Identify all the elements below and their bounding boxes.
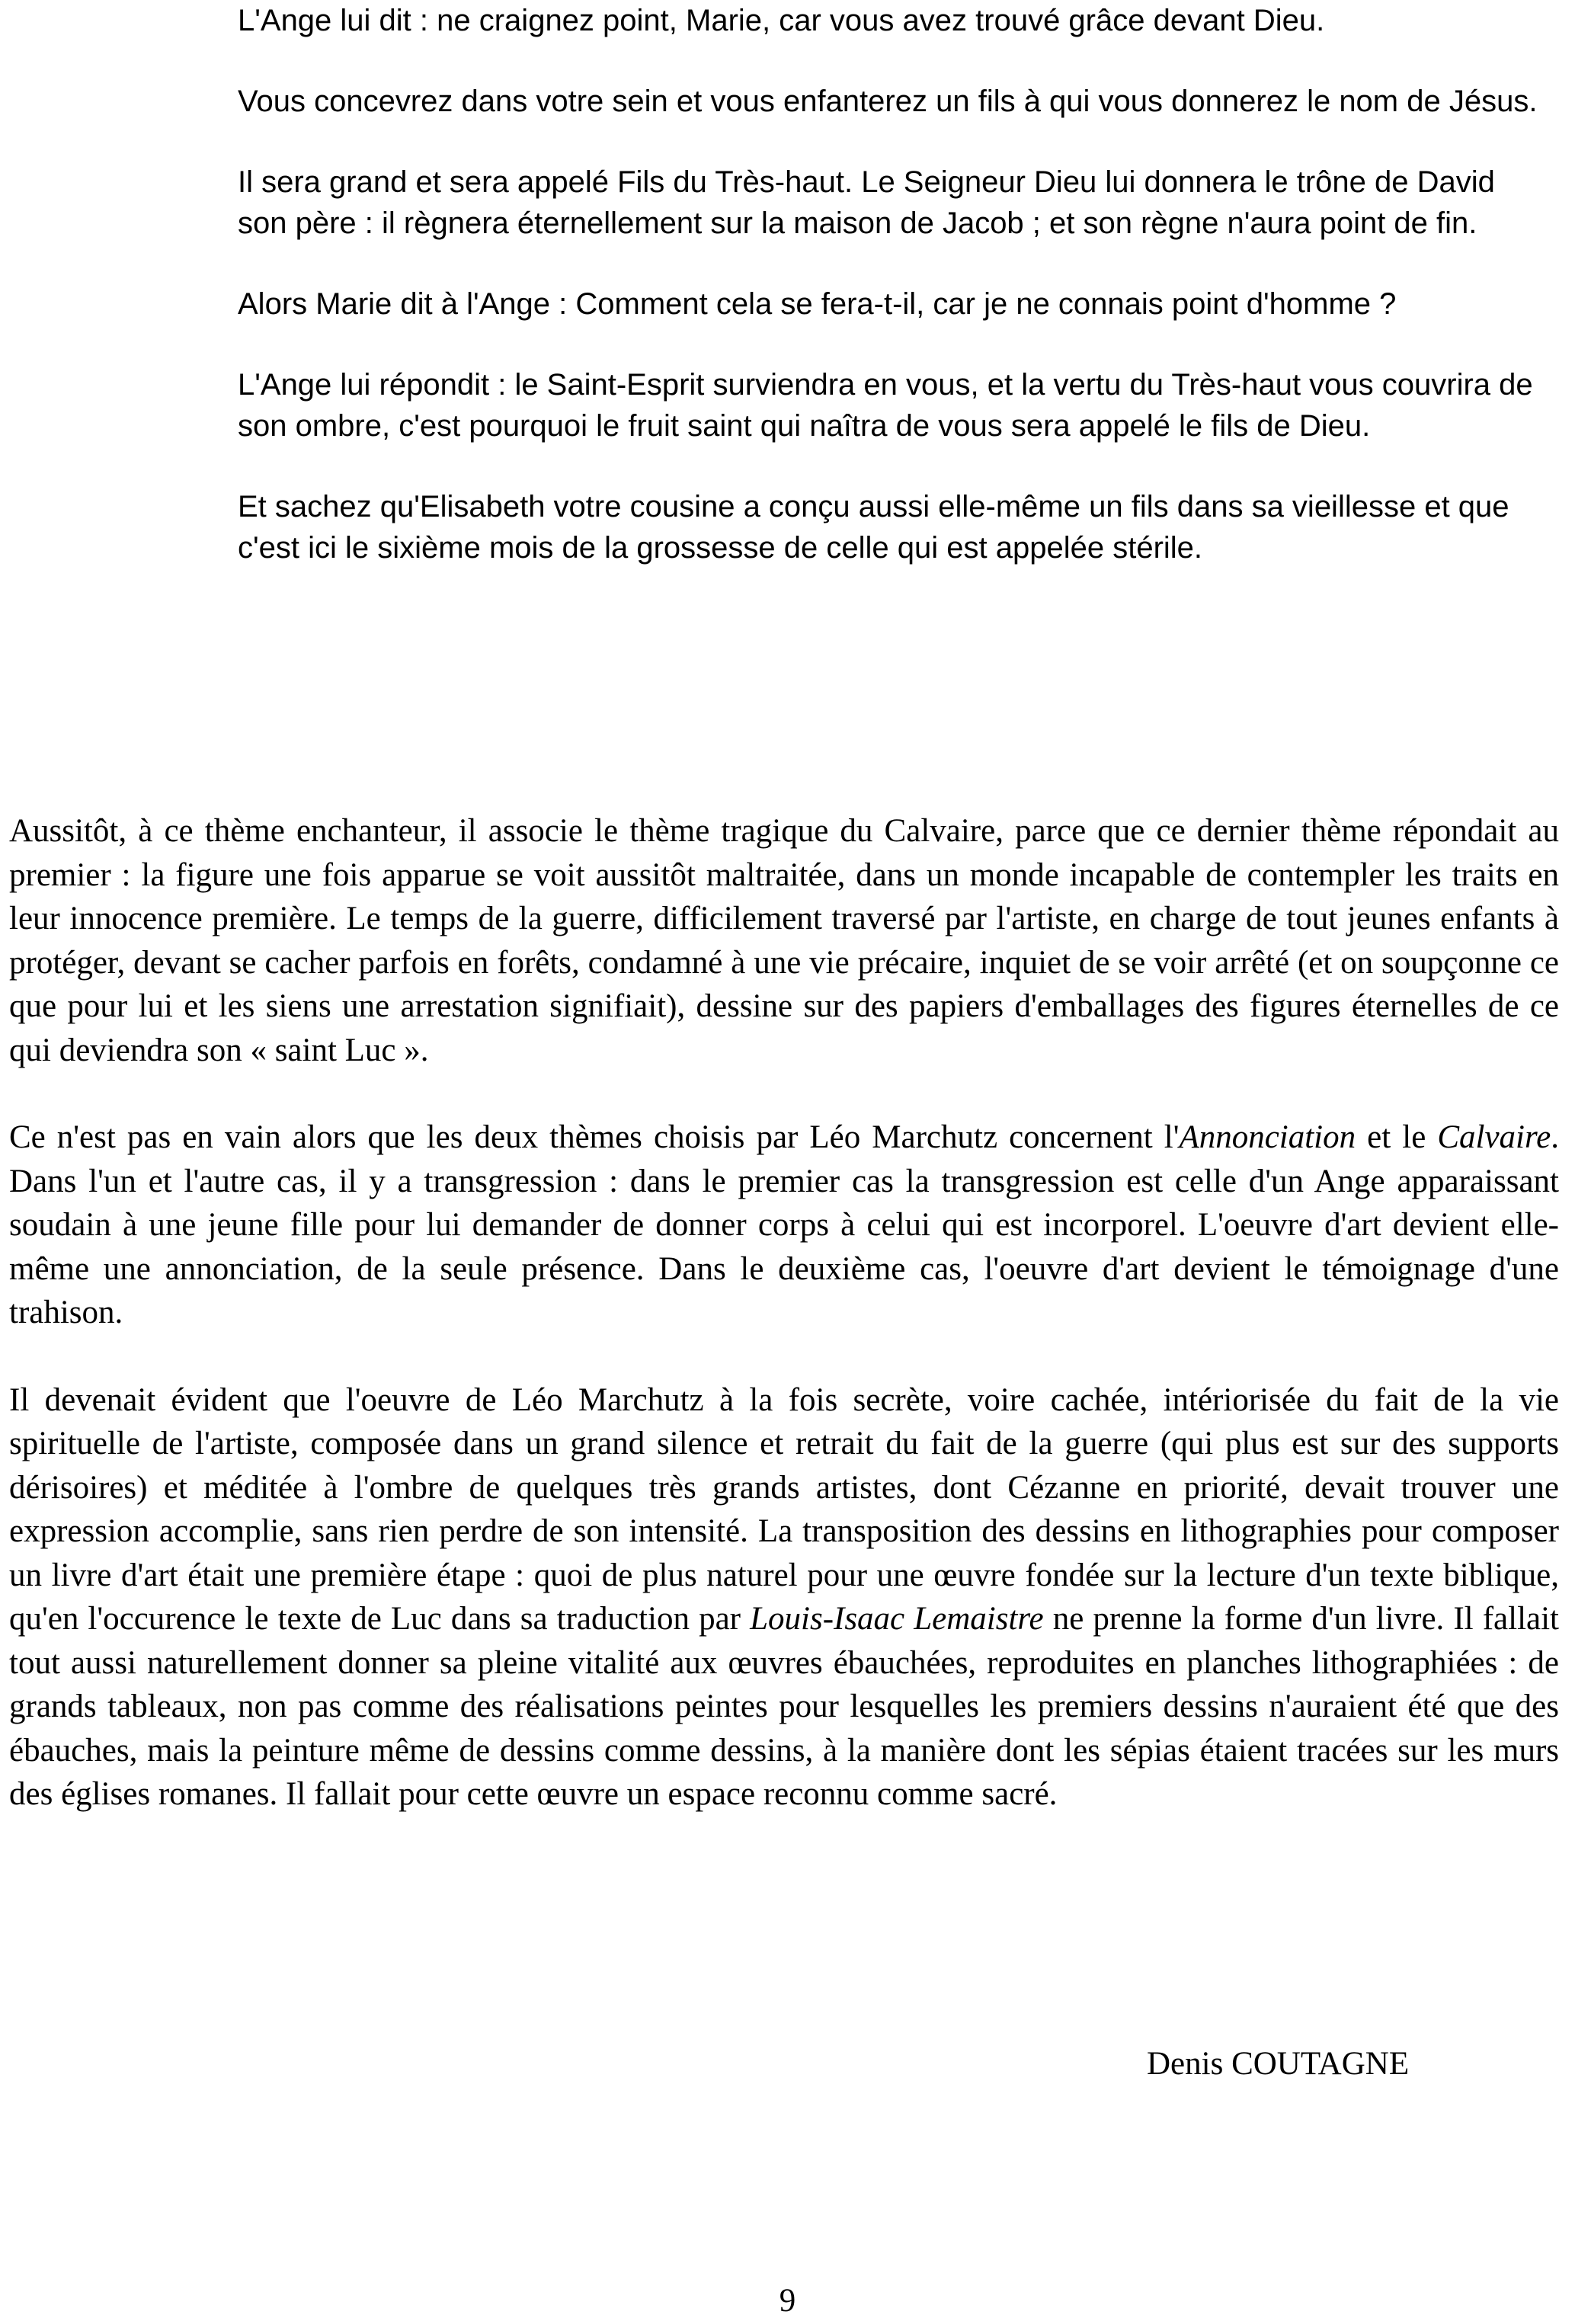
page-number: 9 [779, 2283, 796, 2319]
text-run: Il devenait évident que l'oeuvre de Léo Marchutz à la fois secrète, voire cachée, intériorisée du fait de la vie spirituelle de l'artiste, composée dans un grand silence et retrait du fait de la guerre (qui plus est sur des supports dérisoires) et méditée à l'ombre de quelques très grands artistes, dont Cézanne en priorité, devait trouver une expression accomplie, sans rien perdre de son intensité. La transposition des dessins en lithographies pour composer un livre d'art était une première étape : quoi de plus naturel pour une œuvre fondée sur la lecture d'un texte biblique, qu'en l'occurence le texte de Luc dans sa traduction par [9, 1381, 1559, 1637]
italic-title: Calvaire [1437, 1119, 1551, 1155]
text-run: Ce n'est pas en vain alors que les deux thèmes choisis par Léo Marchutz concernent l' [9, 1119, 1180, 1155]
quote-paragraph: L'Ange lui dit : ne craignez point, Marie, car vous avez trouvé grâce devant Dieu. [238, 4, 1325, 37]
essay-body [9, 809, 1559, 1860]
text-run: et le [1356, 1119, 1438, 1155]
quote-paragraph: Alors Marie dit à l'Ange : Comment cela se fera-t-il, car je ne connais point d'homme ? [238, 287, 1397, 321]
text-run: . Dans l'un et l'autre cas, il y a transgression : dans le premier cas la transgression est celle d'un Ange apparaissant soudain à une jeune fille pour lui demander de donner corps à celui qui est incorporel. L'oeuvre d'art devient elle-même une annonciation, de la seule présence. Dans le deuxième cas, l'oeuvre d'art devient le témoignage d'une trahison. [9, 1119, 1559, 1330]
author-signature: Denis COUTAGNE [1147, 2046, 1410, 2082]
essay-paragraph-1: Aussitôt, à ce thème enchanteur, il associe le thème tragique du Calvaire, parce que ce dernier thème répondait au premier : la figure une fois apparue se voit aussitôt maltraitée, dans un monde incapable de contempler les traits en leur innocence première. Le temps de la guerre, difficilement traversé par l'artiste, en charge de tout jeunes enfants à protéger, devant se cacher parfois en forêts, condamné à une vie précaire, inquiet de se voir arrêté (et on soupçonne ce que pour lui et les siens une arrestation signifiait), dessine sur des papiers d'emballages des figures éternelles de ce qui deviendra son « saint Luc ». [9, 813, 1559, 1068]
scripture-quote [238, 0, 1548, 608]
quote-paragraph: L'Ange lui répondit : le Saint-Esprit surviendra en vous, et la vertu du Très-haut vous couvrira de son ombre, c'est pourquoi le fruit saint qui naîtra de vous sera appelé le fils de Dieu. [238, 368, 1533, 443]
italic-name: Louis-Isaac Lemaistre [750, 1601, 1044, 1637]
quote-paragraph: Vous concevrez dans votre sein et vous enfanterez un fils à qui vous donnerez le nom de Jésus. [238, 85, 1538, 118]
text-run: ne prenne la forme d'un livre. Il fallait tout aussi naturellement donner sa pleine vitalité aux œuvres ébauchées, reproduites en planches lithographiées : de grands tableaux, non pas comme des réalisations peintes pour lesquelles les premiers dessins n'auraient été que des ébauches, mais la peinture même de dessins comme dessins, à la manière dont les sépias étaient tracées sur les murs des églises romanes. Il fallait pour cette œuvre un espace reconnu comme sacré. [9, 1601, 1559, 1812]
essay-paragraph-3 [9, 1378, 1559, 1817]
quote-paragraph: Il sera grand et sera appelé Fils du Très-haut. Le Seigneur Dieu lui donnera le trône de David son père : il règnera éternellement sur la maison de Jacob ; et son règne n'aura point de fin. [238, 165, 1495, 240]
quote-paragraph: Et sachez qu'Elisabeth votre cousine a conçu aussi elle-même un fils dans sa vieillesse et que c'est ici le sixième mois de la grossesse de celle qui est appelée stérile. [238, 490, 1509, 565]
italic-title: Annonciation [1179, 1119, 1356, 1155]
essay-paragraph-2 [9, 1116, 1559, 1335]
